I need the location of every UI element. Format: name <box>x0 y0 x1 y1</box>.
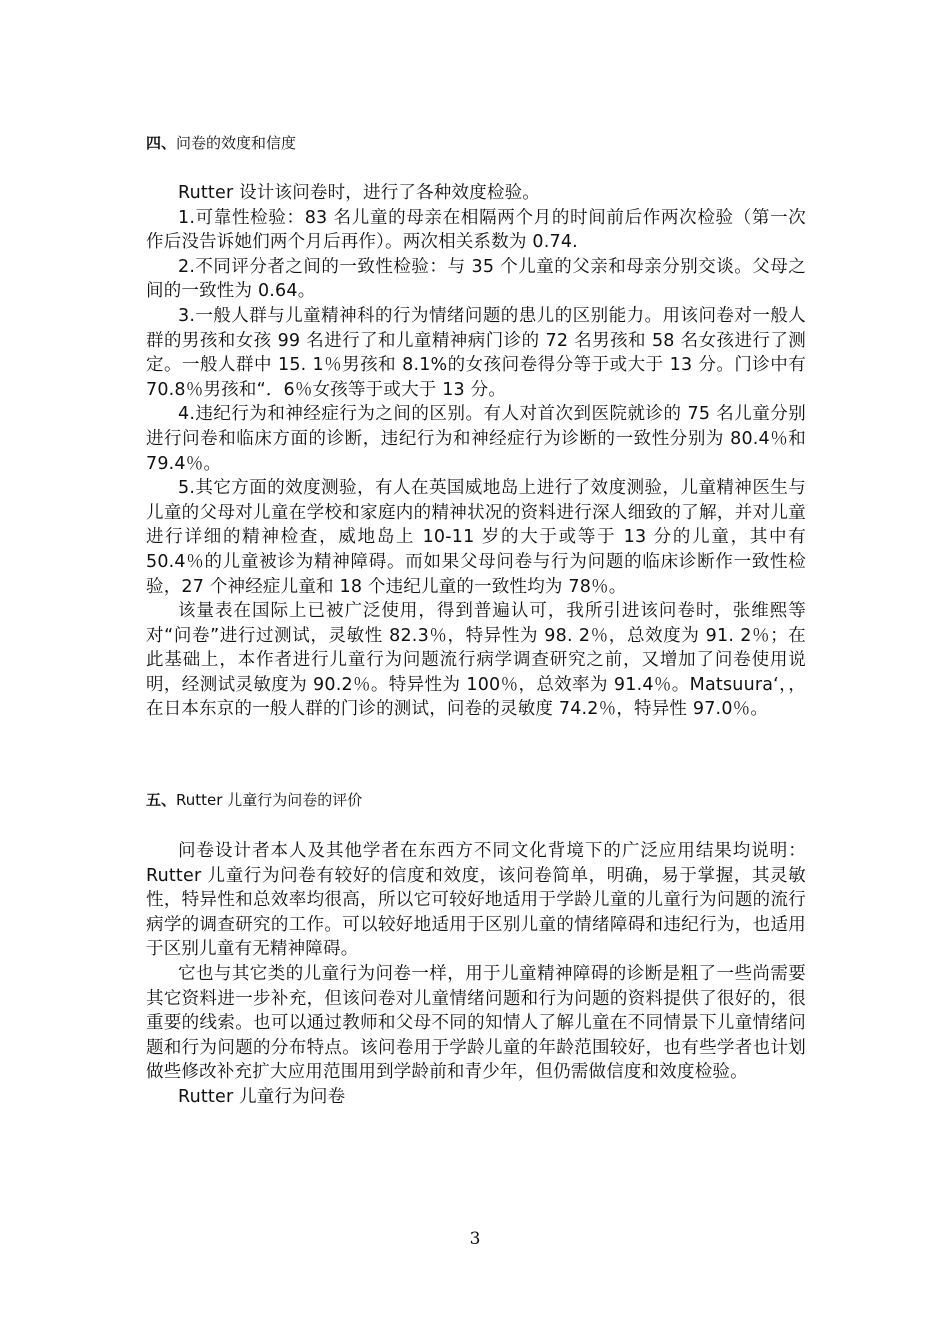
section-heading-5 <box>146 790 362 810</box>
section-heading-4 <box>146 133 296 153</box>
paragraph: 1.可靠性检验：83 名儿童的母亲在相隔两个月的时间前后作两次检验（第一次作后没告诉她们两个月后再作）。两次相关系数为 0.74. <box>146 207 806 253</box>
section-number: 五、 <box>146 791 177 809</box>
section-title: Rutter 儿童行为问卷的评价 <box>176 791 363 809</box>
paragraph: 5.其它方面的效度测验，有人在英国威地岛上进行了效度测验，儿童精神医生与儿童的父母对儿童在学校和家庭内的精神状况的资料进行深人细致的了解，并对儿童进行详细的精神检查，威地岛上 10-11 岁的大于或等于 13 分的儿童，其中有 50.4％的儿童被诊为精神障碍。而如果父母问卷与行为问题的临床诊断作一致性检验，27 个神经症儿童和 18 个违纪儿童的一致性均为 78％。 <box>146 478 806 597</box>
section-body-4 <box>146 181 806 722</box>
section-number: 四、 <box>146 134 177 152</box>
paragraph: 4.违纪行为和神经症行为之间的区别。有人对首次到医院就诊的 75 名儿童分别进行问卷和临床方面的诊断，违纪行为和神经症行为诊断的一致性分别为 80.4％和 79.4％。 <box>146 404 806 474</box>
section-body-5 <box>146 839 806 1110</box>
paragraph: 问卷设计者本人及其他学者在东西方不同文化背境下的广泛应用结果均说明：Rutter 儿童行为问卷有较好的信度和效度，该问卷简单，明确，易于掌握，其灵敏性，特异性和总效率均很高，所以它可较好地适用于学龄儿童的儿童行为问题的流行病学的调查研究的工作。可以较好地适用于区别儿童的情绪障碍和违纪行为，也适用于区别儿童有无精神障碍。 <box>146 841 806 960</box>
paragraph: Rutter 儿童行为问卷 <box>178 1086 346 1107</box>
page-number: 3 <box>469 1229 481 1249</box>
paragraph: 2.不同评分者之间的一致性检验：与 35 个儿童的父亲和母亲分别交谈。父母之间的一致性为 0.64。 <box>146 256 806 302</box>
paragraph: 3.一般人群与儿童精神科的行为情绪问题的患儿的区别能力。用该问卷对一般人群的男孩和女孩 99 名进行了和儿童精神病门诊的 72 名男孩和 58 名女孩进行了测定。一般人群中 15. 1％男孩和 8.1%的女孩问卷得分等于或大于 13 分。门诊中有 70.8％男孩和“．6％女孩等于或大于 13 分。 <box>146 305 806 400</box>
paragraph: 它也与其它类的儿童行为问卷一样，用于儿童精神障碍的诊断是粗了一些尚需要其它资料进一步补充，但该问卷对儿童情绪问题和行为问题的资料提供了很好的，很重要的线索。也可以通过教师和父母不同的知情人了解儿童在不同情景下儿童情绪问题和行为问题的分布特点。该问卷用于学龄儿童的年龄范围较好，也有些学者也计划做些修改补充扩大应用范围用到学龄前和青少年，但仍需做信度和效度检验。 <box>146 963 806 1083</box>
paragraph: Rutter 设计该问卷时，进行了各种效度检验。 <box>178 183 541 203</box>
section-title: 问卷的效度和信度 <box>176 134 297 152</box>
paragraph: 该量表在国际上已被广泛使用，得到普遍认可，我所引进该问卷时，张维熙等对“问卷”进行过测试，灵敏性 82.3％，特异性为 98. 2％，总效度为 91. 2％；在此基础上，本作者进行儿童行为问题流行病学调查研究之前，又增加了问卷使用说明，经测试灵敏度为 90.2％。特异性为 100％，总效率为 91.4％。Matsuura‘，，在日本东京的一般人群的门诊的测试，问卷的灵敏度 74.2％，特异性 97.0％。 <box>146 601 806 720</box>
